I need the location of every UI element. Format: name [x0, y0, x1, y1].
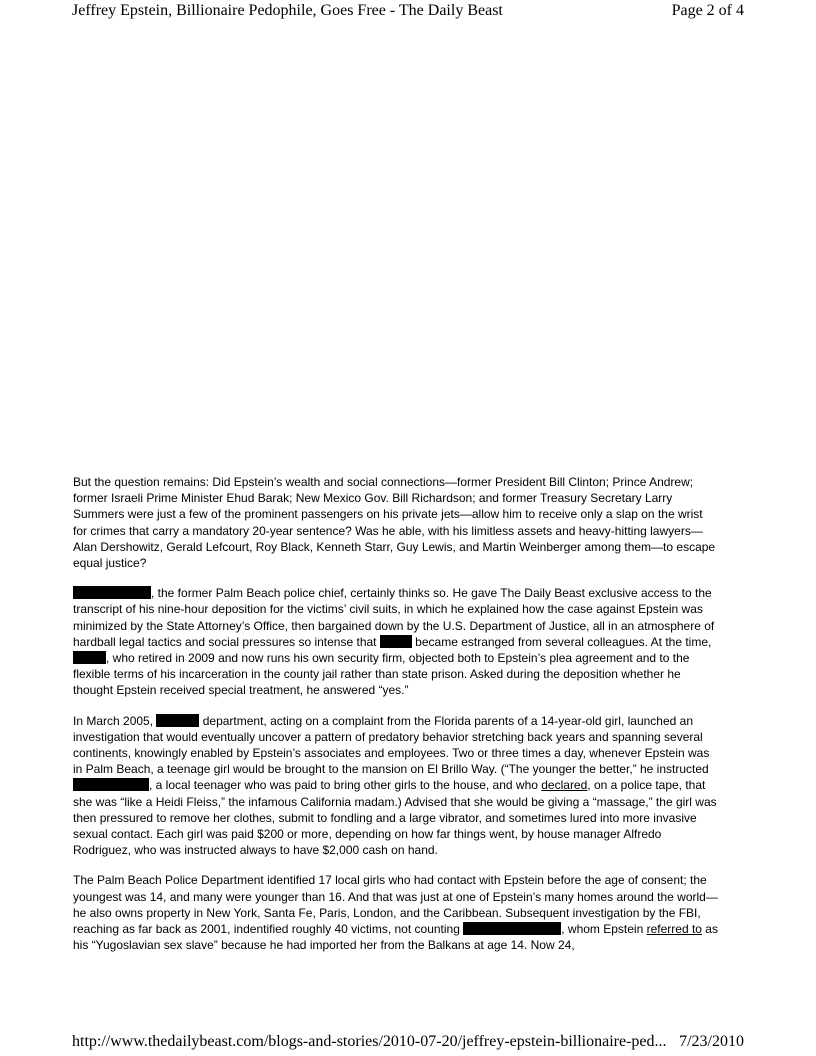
- text-span: , a local teenager who was paid to bring other girls to the house, and who: [149, 778, 542, 793]
- text-span: , the former Palm Beach police chief, certainly thinks so. He gave The Daily Beast exclusive access to the transcript of his nine-hour deposition for the victims’ civil suits, in which he explained how the case against Epstein was minimized by the State Attorney’s Office, then bargained down by the U.S. Department of Justice, all in an atmosphere of hardball legal tactics and social pressures so intense that: [73, 586, 715, 649]
- redaction-bar: [73, 586, 151, 599]
- declared-link[interactable]: declared: [541, 778, 588, 793]
- paragraph-3: [73, 713, 718, 859]
- paragraph-1: But the question remains: Did Epstein’s wealth and social connections—former President Bill Clinton; Prince Andrew; former Israeli Prime Minister Ehud Barak; New Mexico Gov. Bill Richardson; and former Treasury Secretary Larry Summers were just a few of the prominent passengers on his private jets—allow him to receive only a slap on the wrist for crimes that carry a mandatory 20-year sentence? Was he able, with his limitless assets and heavy-hitting lawyers—Alan Dershowitz, Gerald Lefcourt, Roy Black, Kenneth Starr, Guy Lewis, and Martin Weinberger among them—to escape equal justice?: [73, 475, 716, 571]
- redaction-bar: [73, 651, 106, 664]
- article-body: [73, 474, 718, 967]
- redaction-bar: [156, 714, 199, 727]
- redaction-bar: [463, 922, 561, 935]
- redaction-bar: [380, 635, 412, 648]
- text-span: In March 2005,: [73, 713, 157, 728]
- text-span: department, acting on a complaint from the Florida parents of a 14-year-old girl, launched an investigation that would eventually uncover a pattern of predatory behavior stretching back years and spanning several continents, knowingly enabled by Epstein’s associates and employees. Two or three times a day, whenever Epstein was in Palm Beach, a teenage girl would be brought to the mansion on El Brillo Way. (“The younger the better,” he instructed: [73, 713, 710, 777]
- paragraph-2: [73, 585, 718, 698]
- text-span: , who retired in 2009 and now runs his own security firm, objected both to Epstein’s plea agreement and to the flexible terms of his incarceration in the county jail rather than state prison. Asked during the deposition whether he thought Epstein received special treatment, he answered “yes.”: [73, 651, 690, 698]
- referred-to-link[interactable]: referred to: [646, 922, 702, 937]
- text-span: became estranged from several colleagues. At the time,: [411, 634, 712, 649]
- text-span: , whom Epstein: [561, 922, 647, 937]
- text-span: , on a police tape, that she was “like a Heidi Fleiss,” the infamous California madam.) Advised that she would be giving a “massage,” the girl was then pressured to remove her clothes, submit to fondling and a large vibrator, and sometimes lured into more invasive sexual contact. Each girl was paid $200 or more, depending on how far things went, by house manager Alfredo Rodriguez, who was instructed always to have $2,000 cash on hand.: [73, 778, 717, 858]
- print-header-title: Jeffrey Epstein, Billionaire Pedophile, Goes Free - The Daily Beast: [72, 2, 503, 19]
- print-footer-date: 7/23/2010: [679, 1033, 744, 1050]
- print-footer-url: http://www.thedailybeast.com/blogs-and-stories/2010-07-20/jeffrey-epstein-billionaire-ped...: [72, 1033, 667, 1050]
- text-span: The Palm Beach Police Department identified 17 local girls who had contact with Epstein before the age of consent; the youngest was 14, and many were younger than 16. And that was just at one of Epstein’s many homes around the world—he also owns property in New York, Santa Fe, Paris, London, and the Caribbean. Subsequent investigation by the FBI, reaching as far back as 2001, indentified roughly 40 victims, not counting: [73, 873, 718, 937]
- text-span: as his “Yugoslavian sex slave” because he had imported her from the Balkans at age 14. Now 24,: [73, 922, 718, 953]
- redaction-bar: [73, 778, 149, 791]
- paragraph-4: [73, 872, 718, 953]
- print-header-page-number: Page 2 of 4: [671, 2, 744, 19]
